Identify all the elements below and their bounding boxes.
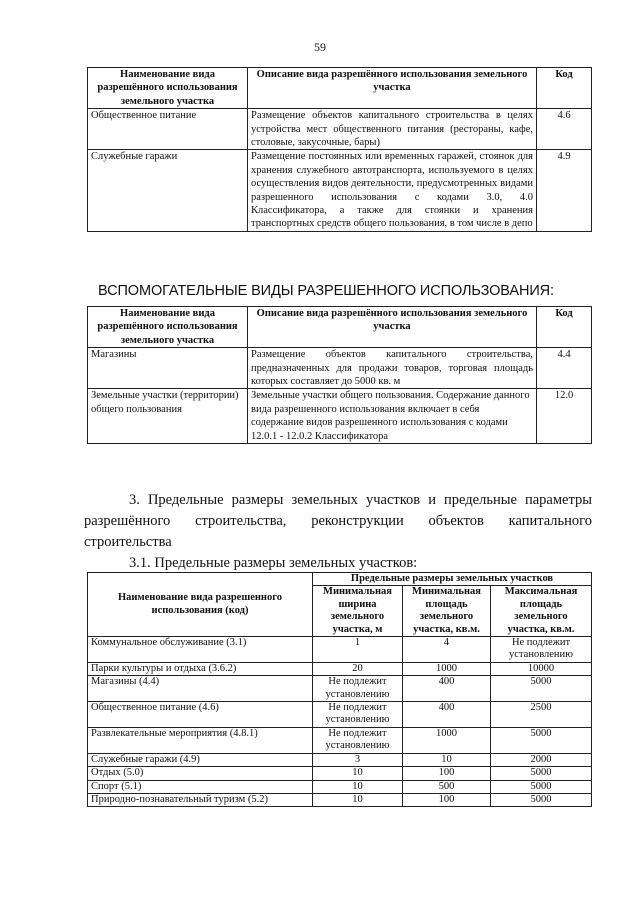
table-row xyxy=(88,662,592,675)
min-width-cell: 3 xyxy=(313,753,403,766)
use-name: Общественное питание (4.6) xyxy=(88,702,313,728)
use-name: Природно-познавательный туризм (5.2) xyxy=(88,793,313,806)
table-header-row xyxy=(88,68,592,109)
use-name: Общественное питание xyxy=(88,109,248,150)
min-area-cell: 1000 xyxy=(403,727,491,753)
max-area-cell: 5000 xyxy=(491,676,592,702)
header-min-area: Минимальная площадь земельного участка, кв.м. xyxy=(403,586,491,637)
use-description: Размещение объектов капитального строительства, предназначенных для продажи товаров, торговая площадь которых составляет до 5000 кв. м xyxy=(248,348,537,389)
table-header-row xyxy=(88,307,592,348)
min-width-cell: Не подлежит установлению xyxy=(313,702,403,728)
table-row xyxy=(88,109,592,150)
use-name: Служебные гаражи (4.9) xyxy=(88,753,313,766)
use-name: Земельные участки (территории) общего пользования xyxy=(88,389,248,444)
min-area-cell: 100 xyxy=(403,793,491,806)
table-row xyxy=(88,702,592,728)
max-area-cell: Не подлежит установлению xyxy=(491,637,592,663)
table-row xyxy=(88,793,592,806)
max-area-cell: 5000 xyxy=(491,793,592,806)
use-description: Размещение объектов капитального строительства в целях устройства мест общественного питания (рестораны, кафе, столовые, закусочные, бары) xyxy=(248,109,537,150)
header-min-width: Минимальная ширина земельного участка, м xyxy=(313,586,403,637)
table-row xyxy=(88,389,592,444)
use-description: Размещение постоянных или временных гаражей, стоянок для хранения служебного автотранспорта, используемого в целях осуществления видов деятельности, предусмотренных видами разрешенного использования с кодами 3.0, 4.0 Классификатора, а также для стоянки и хранения транспортных средств общего пользования, в том числе в депо xyxy=(248,150,537,231)
table-row xyxy=(88,676,592,702)
min-width-cell: 10 xyxy=(313,767,403,780)
auxiliary-uses-table xyxy=(87,306,592,444)
header-description: Описание вида разрешённого использования земельного участка xyxy=(248,307,537,348)
min-area-cell: 10 xyxy=(403,753,491,766)
header-group: Предельные размеры земельных участков xyxy=(313,573,592,586)
limits-table xyxy=(87,572,592,807)
header-name: Наименование вида разрешённого использования земельного участка xyxy=(88,68,248,109)
header-code: Код xyxy=(537,307,592,348)
min-area-cell: 500 xyxy=(403,780,491,793)
use-description: Земельные участки общего пользования. Содержание данного вида разрешенного использования включает в себя содержание видов разрешенного использования с кодами 12.0.1 - 12.0.2 Классификатора xyxy=(248,389,537,444)
use-name: Спорт (5.1) xyxy=(88,780,313,793)
max-area-cell: 2500 xyxy=(491,702,592,728)
use-name: Коммунальное обслуживание (3.1) xyxy=(88,637,313,663)
min-width-cell: Не подлежит установлению xyxy=(313,676,403,702)
min-width-cell: 20 xyxy=(313,662,403,675)
min-width-cell: 10 xyxy=(313,780,403,793)
min-area-cell: 400 xyxy=(403,676,491,702)
min-area-cell: 4 xyxy=(403,637,491,663)
header-code: Код xyxy=(537,68,592,109)
use-name: Развлекательные мероприятия (4.8.1) xyxy=(88,727,313,753)
page-number: 59 xyxy=(314,40,326,54)
max-area-cell: 10000 xyxy=(491,662,592,675)
min-area-cell: 100 xyxy=(403,767,491,780)
min-area-cell: 1000 xyxy=(403,662,491,675)
max-area-cell: 5000 xyxy=(491,767,592,780)
max-area-cell: 5000 xyxy=(491,780,592,793)
use-name: Магазины xyxy=(88,348,248,389)
min-width-cell: 10 xyxy=(313,793,403,806)
table-row xyxy=(88,348,592,389)
max-area-cell: 5000 xyxy=(491,727,592,753)
header-name: Наименование вида разрешённого использования земельного участка xyxy=(88,307,248,348)
min-width-cell: Не подлежит установлению xyxy=(313,727,403,753)
table-row xyxy=(88,727,592,753)
use-code: 4.4 xyxy=(537,348,592,389)
min-area-cell: 400 xyxy=(403,702,491,728)
min-width-cell: 1 xyxy=(313,637,403,663)
table-row xyxy=(88,637,592,663)
use-code: 4.6 xyxy=(537,109,592,150)
use-code: 12.0 xyxy=(537,389,592,444)
table-row xyxy=(88,780,592,793)
use-name: Служебные гаражи xyxy=(88,150,248,231)
use-name: Отдых (5.0) xyxy=(88,767,313,780)
table-row xyxy=(88,150,592,231)
header-description: Описание вида разрешённого использования земельного участка xyxy=(248,68,537,109)
auxiliary-uses-title: ВСПОМОГАТЕЛЬНЫЕ ВИДЫ РАЗРЕШЕННОГО ИСПОЛЬЗОВАНИЯ: xyxy=(98,283,554,299)
paragraph-3-1: 3.1. Предельные размеры земельных участков: xyxy=(129,555,418,571)
max-area-cell: 2000 xyxy=(491,753,592,766)
use-code: 4.9 xyxy=(537,150,592,231)
main-uses-table xyxy=(87,67,592,232)
header-max-area: Максимальная площадь земельного участка, кв.м. xyxy=(491,586,592,637)
paragraph-3: 3. Предельные размеры земельных участков и предельные параметры разрешённого строительства, реконструкции объектов капитального строительства xyxy=(84,492,592,550)
use-name: Магазины (4.4) xyxy=(88,676,313,702)
use-name: Парки культуры и отдыха (3.6.2) xyxy=(88,662,313,675)
table-row xyxy=(88,767,592,780)
table-header-row xyxy=(88,573,592,586)
header-use-name: Наименование вида разрешенного использования (код) xyxy=(88,573,313,637)
table-row xyxy=(88,753,592,766)
